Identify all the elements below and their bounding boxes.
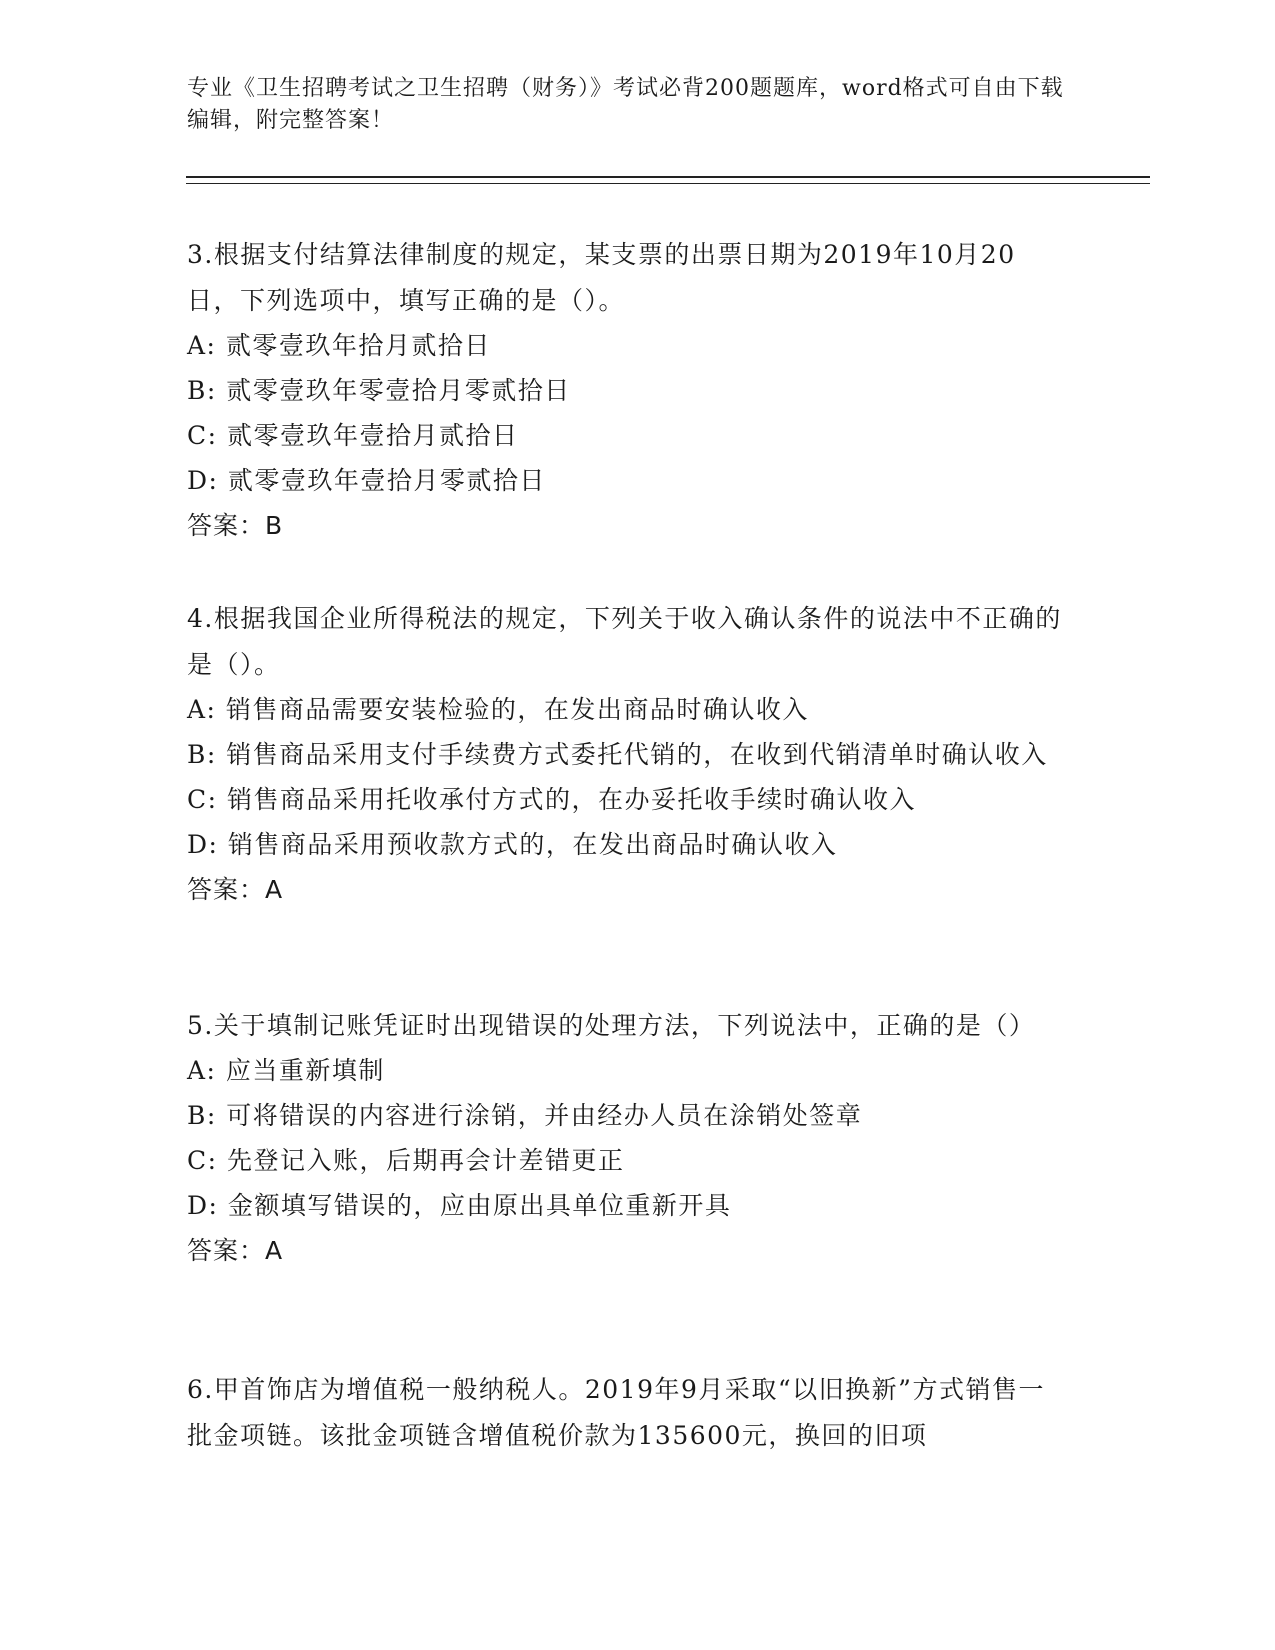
question-stem: 4.根据我国企业所得税法的规定，下列关于收入确认条件的说法中不正确的是（）。 bbox=[187, 604, 1062, 679]
question-block bbox=[187, 232, 1067, 549]
option-a: A: 应当重新填制 bbox=[187, 1056, 385, 1085]
header-divider-thin bbox=[186, 183, 1150, 184]
question-block bbox=[187, 1003, 1067, 1274]
document-header: 专业《卫生招聘考试之卫生招聘（财务）》考试必背200题题库，word格式可自由下载编辑，附完整答案！ bbox=[187, 76, 1064, 133]
option-d: D: 金额填写错误的，应由原出具单位重新开具 bbox=[187, 1191, 732, 1220]
answer: 答案：A bbox=[187, 875, 284, 904]
answer: 答案：B bbox=[187, 511, 284, 540]
option-c: C: 贰零壹玖年壹拾月贰拾日 bbox=[187, 421, 519, 450]
header-divider-thick bbox=[186, 176, 1150, 178]
option-d: D: 贰零壹玖年壹拾月零贰拾日 bbox=[187, 466, 546, 495]
answer: 答案：A bbox=[187, 1236, 284, 1265]
question-stem: 3.根据支付结算法律制度的规定，某支票的出票日期为2019年10月20日，下列选项中，填写正确的是（）。 bbox=[187, 240, 1016, 315]
option-c: C: 先登记入账，后期再会计差错更正 bbox=[187, 1146, 625, 1175]
option-d: D: 销售商品采用预收款方式的，在发出商品时确认收入 bbox=[187, 830, 838, 859]
option-b: B: 可将错误的内容进行涂销，并由经办人员在涂销处签章 bbox=[187, 1101, 863, 1130]
question-block bbox=[187, 596, 1067, 913]
question-block bbox=[187, 1367, 1067, 1458]
question-stem: 5.关于填制记账凭证时出现错误的处理方法，下列说法中，正确的是（） bbox=[187, 1011, 1036, 1040]
option-a: A: 贰零壹玖年拾月贰拾日 bbox=[187, 331, 491, 360]
option-a: A: 销售商品需要安装检验的，在发出商品时确认收入 bbox=[187, 695, 809, 724]
option-c: C: 销售商品采用托收承付方式的，在办妥托收手续时确认收入 bbox=[187, 785, 917, 814]
option-b: B: 销售商品采用支付手续费方式委托代销的，在收到代销清单时确认收入 bbox=[187, 740, 1048, 769]
option-b: B: 贰零壹玖年零壹拾月零贰拾日 bbox=[187, 376, 571, 405]
question-stem: 6.甲首饰店为增值税一般纳税人。2019年9月采取“以旧换新”方式销售一批金项链。该批金项链含增值税价款为135600元，换回的旧项 bbox=[187, 1375, 1045, 1450]
